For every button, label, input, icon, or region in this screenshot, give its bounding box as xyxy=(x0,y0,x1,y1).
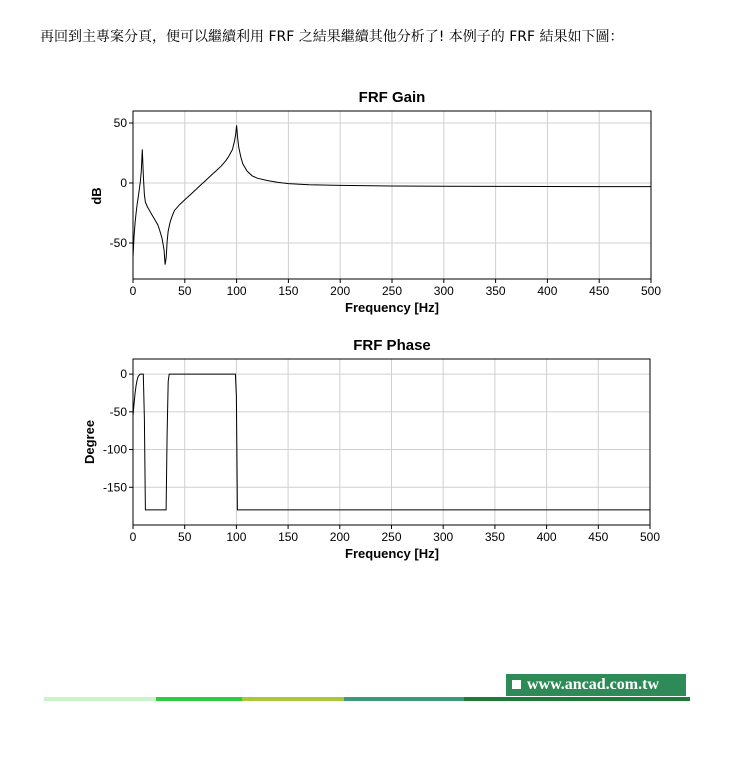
phase-x-axis-label: Frequency [Hz] xyxy=(345,546,439,561)
gain-x-tick-label: 250 xyxy=(381,284,403,298)
footer-segment xyxy=(344,697,464,701)
phase-y-tick-label: 0 xyxy=(120,367,127,382)
gain-x-tick-label: 300 xyxy=(433,284,454,298)
phase-x-tick-label: 500 xyxy=(639,530,661,544)
gain-y-tick-label: -50 xyxy=(109,236,127,250)
phase-y-tick-label: -100 xyxy=(102,442,127,457)
gain-x-tick-label: 350 xyxy=(485,284,506,298)
phase-chart xyxy=(82,337,660,561)
gain-x-tick-label: 200 xyxy=(330,284,351,298)
gain-x-tick-label: 150 xyxy=(278,284,299,298)
phase-x-tick-label: 0 xyxy=(129,530,137,544)
phase-y-ticks xyxy=(103,367,133,494)
footer-segment xyxy=(156,697,242,701)
footer-segment xyxy=(44,697,156,701)
phase-x-tick-label: 250 xyxy=(381,530,402,544)
gain-x-tick-label: 450 xyxy=(589,284,610,298)
gain-x-tick-label: 500 xyxy=(640,284,662,298)
gain-x-ticks xyxy=(130,279,662,298)
gain-chart xyxy=(89,89,661,315)
gain-y-ticks xyxy=(110,116,133,250)
gain-x-axis-label: Frequency [Hz] xyxy=(345,300,439,315)
phase-x-tick-label: 450 xyxy=(588,530,609,544)
phase-y-axis-label: Degree xyxy=(82,419,97,465)
phase-x-tick-label: 400 xyxy=(536,530,557,544)
brand-label: www.ancad.com.tw xyxy=(527,676,659,693)
phase-x-tick-label: 300 xyxy=(433,530,454,544)
phase-x-tick-label: 50 xyxy=(178,530,192,544)
phase-x-tick-label: 200 xyxy=(329,530,350,544)
footer-segment xyxy=(464,697,690,701)
square-bullet-icon xyxy=(512,680,521,689)
intro-text: 再回到主專案分頁，便可以繼續利用 FRF 之結果繼續其他分析了! 本例子的 FRF 結果如下圖： xyxy=(40,29,624,45)
gain-y-tick-label: 50 xyxy=(113,116,127,130)
gain-y-axis-label: dB xyxy=(89,187,104,205)
footer-divider xyxy=(44,697,690,701)
phase-x-tick-label: 100 xyxy=(226,530,247,544)
footer-segment xyxy=(242,697,344,701)
gain-x-tick-label: 50 xyxy=(178,284,192,298)
gain-x-tick-label: 400 xyxy=(537,284,558,298)
phase-x-tick-label: 350 xyxy=(484,530,505,544)
gain-y-tick-label: 0 xyxy=(120,176,127,190)
gain-chart-title: FRF Gain xyxy=(358,89,426,106)
phase-x-ticks xyxy=(130,525,661,544)
gain-x-tick-label: 100 xyxy=(226,284,247,298)
phase-x-tick-label: 150 xyxy=(278,530,299,544)
phase-chart-title: FRF Phase xyxy=(353,337,431,354)
phase-y-tick-label: -150 xyxy=(102,480,127,495)
phase-y-tick-label: -50 xyxy=(109,404,127,419)
brand-link[interactable] xyxy=(506,674,686,696)
gain-x-tick-label: 0 xyxy=(129,284,137,298)
